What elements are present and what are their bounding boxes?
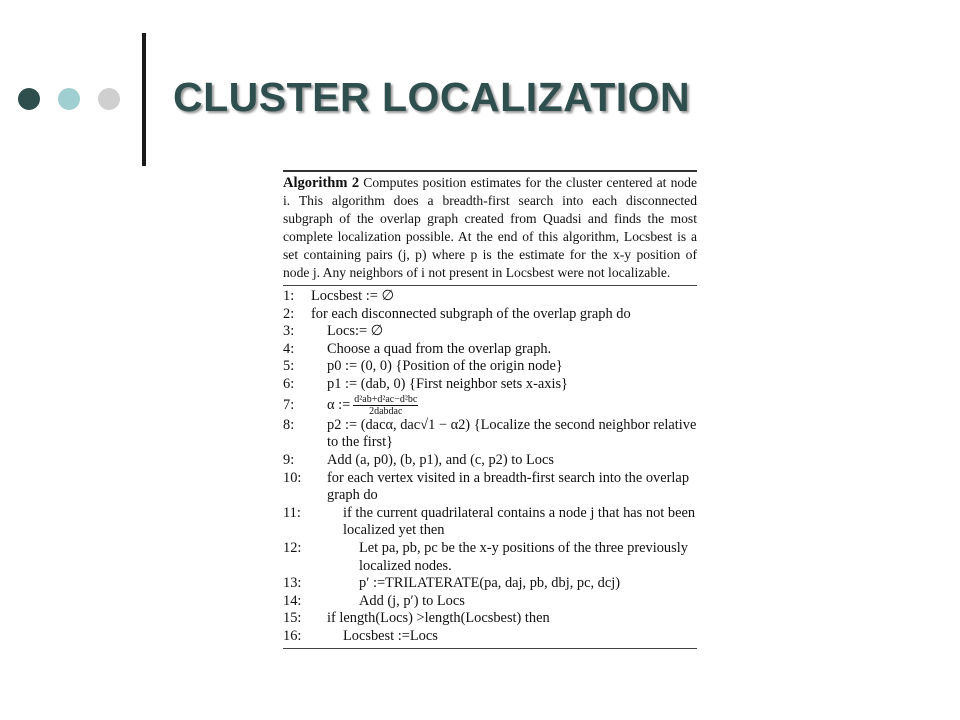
algorithm-line <box>283 323 697 341</box>
line-number: 1: <box>283 288 295 304</box>
algorithm-line <box>283 575 697 593</box>
line-number: 2: <box>283 305 295 322</box>
line-number: 5: <box>283 358 295 375</box>
algorithm-line <box>283 610 697 628</box>
algorithm-line <box>283 417 697 452</box>
algorithm-box <box>283 170 697 649</box>
line-text: p1 := (dab, 0) {First neighbor sets x-axis} <box>327 375 568 392</box>
title-divider <box>142 33 146 166</box>
line-number: 8: <box>283 416 295 433</box>
algorithm-line <box>283 470 697 505</box>
line-text: Locs:= ∅ <box>327 323 384 340</box>
line-number: 14: <box>283 592 302 609</box>
algorithm-line <box>283 394 697 417</box>
dot-teal <box>58 88 80 110</box>
fraction-numerator: d²ab+d²ac−d²bc <box>354 393 418 405</box>
algorithm-line <box>283 505 697 540</box>
algorithm-line <box>283 358 697 376</box>
line-text: Add (j, p′) to Locs <box>359 592 465 609</box>
algorithm-line <box>283 452 697 470</box>
bottom-rule <box>283 648 697 649</box>
line-number: 10: <box>283 469 302 486</box>
line-text: Locsbest :=Locs <box>343 627 438 644</box>
line-text: Let pa, pb, pc be the x-y positions of the three previously localized nodes. <box>359 539 688 574</box>
line-number: 15: <box>283 610 302 627</box>
algorithm-line <box>283 628 697 646</box>
line-number: 16: <box>283 627 302 644</box>
line-text: if the current quadrilateral contains a node j that has not been localized yet then <box>343 504 696 539</box>
line-text: Choose a quad from the overlap graph. <box>327 340 552 357</box>
algorithm-caption-text: Computes position estimates for the cluster centered at node i. This algorithm does a breadth-first search into each disconnected subgraph of the overlap graph created from Quadsi and finds the most complete localization possible. At the end of this algorithm, Locsbest is a set containing pairs (j, p) where p is the estimate for the x-y position of node j. Any neighbors of i not present in Locsbest were not localizable. <box>283 175 698 280</box>
algorithm-line <box>283 593 697 611</box>
alpha-fraction <box>353 394 418 417</box>
line-text: α := $\frac{\text{d²ab+d²ac−d²bc}}{\text{2dabdac}}$ <box>327 393 418 417</box>
algorithm-line <box>283 306 697 324</box>
line-text: p′ :=TRILATERATE(pa, daj, pb, dbj, pc, dcj) <box>359 575 621 592</box>
algorithm-caption <box>283 172 697 285</box>
line-text: p0 := (0, 0) {Position of the origin node} <box>327 358 563 375</box>
line-text: if length(Locs) >length(Locsbest) then <box>327 610 550 627</box>
fraction-denominator: 2dabdac <box>369 405 403 417</box>
algorithm-line <box>283 288 697 306</box>
line-number: 9: <box>283 451 295 468</box>
algorithm-lines <box>283 286 697 645</box>
algorithm-heading: Algorithm 2 <box>283 175 360 191</box>
line-text: p2 := (dacα, dac√1 − α2) {Localize the second neighbor relative to the first} <box>327 416 697 451</box>
algorithm-line <box>283 341 697 359</box>
line-number: 3: <box>283 323 295 340</box>
line-number: 4: <box>283 340 295 357</box>
line-number: 7: <box>283 396 295 413</box>
dot-gray <box>98 88 120 110</box>
line-number: 11: <box>283 504 301 521</box>
line-text: Add (a, p0), (b, p1), and (c, p2) to Locs <box>327 451 554 468</box>
line-number: 13: <box>283 575 302 592</box>
line-number: 12: <box>283 539 302 556</box>
line-text: for each vertex visited in a breadth-first search into the overlap graph do <box>327 469 690 504</box>
line-text: Locsbest := ∅ <box>311 288 394 304</box>
algorithm-line <box>283 540 697 575</box>
dot-dark <box>18 88 40 110</box>
slide-title: CLUSTER LOCALIZATION <box>173 74 691 120</box>
line-text: for each disconnected subgraph of the overlap graph do <box>311 305 631 322</box>
line-number: 6: <box>283 375 295 392</box>
algorithm-line <box>283 376 697 394</box>
